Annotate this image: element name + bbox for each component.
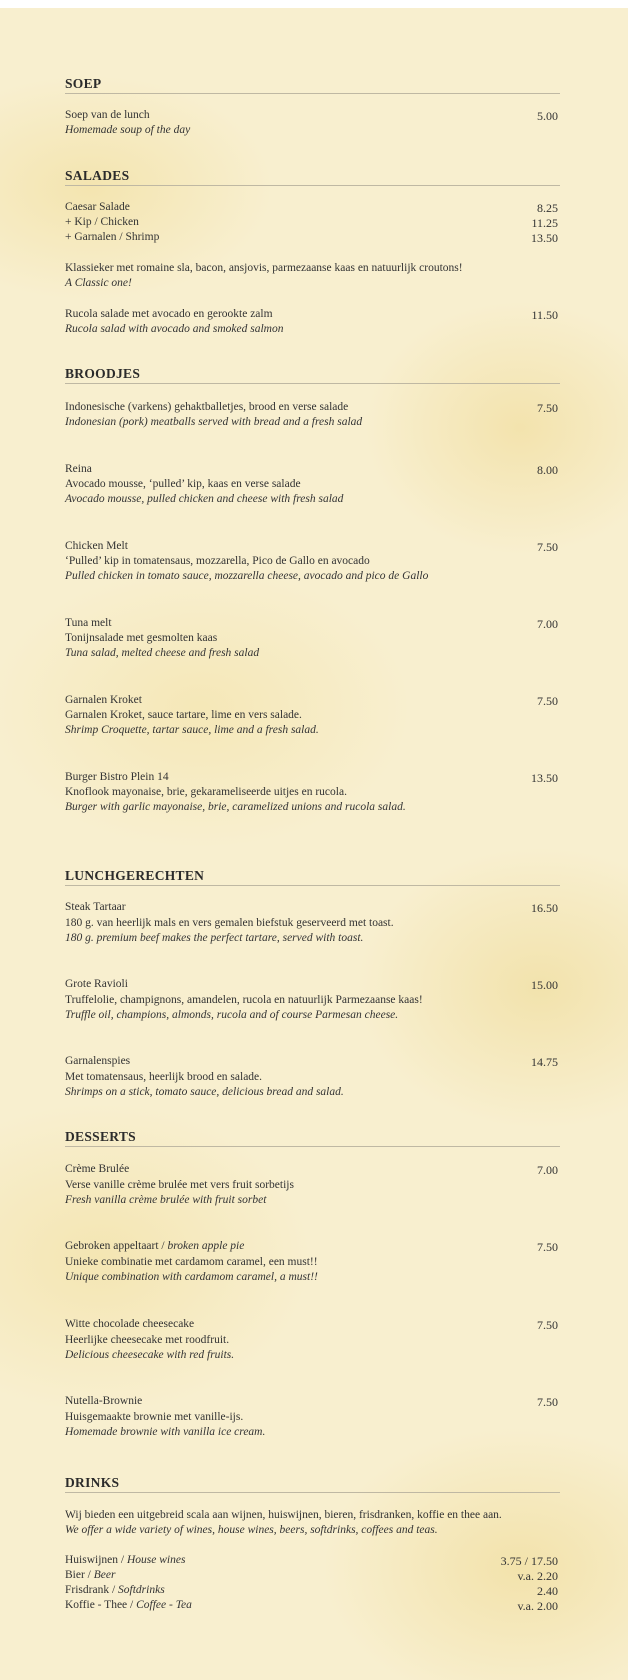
item-option: + Kip / Chicken <box>65 216 139 228</box>
item-price: 13.50 <box>531 231 558 245</box>
item-name <box>65 1240 244 1252</box>
item-description: Truffelolie, champignons, amandelen, rucola en natuurlijk Parmezaanse kaas! <box>65 994 423 1006</box>
section-heading-soep: SOEP <box>65 76 560 94</box>
item-name: Witte chocolade cheesecake <box>65 1318 195 1330</box>
item-name-nl: Gebroken appeltaart / <box>65 1240 168 1252</box>
item-english: 180 g. premium beef makes the perfect tartare, served with toast. <box>65 932 364 944</box>
item-price: 7.50 <box>537 694 558 708</box>
item-description: ‘Pulled’ kip in tomatensaus, mozzarella, Pico de Gallo en avocado <box>65 555 370 567</box>
item-price: 8.25 <box>537 201 558 215</box>
item-description: Avocado mousse, ‘pulled’ kip, kaas en verse salade <box>65 478 301 490</box>
drink-item <box>65 1584 165 1596</box>
item-name: Rucola salade met avocado en gerookte zalm <box>65 308 273 320</box>
drinks-english: We offer a wide variety of wines, house wines, beers, softdrinks, coffees and teas. <box>65 1524 438 1536</box>
item-english: Unique combination with cardamom caramel, a must!! <box>65 1271 318 1283</box>
item-english: Homemade brownie with vanilla ice cream. <box>65 1426 266 1438</box>
item-english: Truffle oil, champions, almonds, rucola and of course Parmesan cheese. <box>65 1009 399 1021</box>
section-heading-lunchgerechten: LUNCHGERECHTEN <box>65 868 560 886</box>
item-description: 180 g. van heerlijk mals en vers gemalen biefstuk geserveerd met toast. <box>65 917 394 929</box>
drink-name-en: House wines <box>126 1554 186 1566</box>
item-name: Burger Bistro Plein 14 <box>65 771 169 783</box>
section-heading-drinks: DRINKS <box>65 1475 560 1493</box>
item-name: Crème Brulée <box>65 1163 130 1175</box>
item-english: Avocado mousse, pulled chicken and cheese with fresh salad <box>65 493 344 505</box>
drinks-description: Wij bieden een uitgebreid scala aan wijnen, huiswijnen, bieren, frisdranken, koffie en thee aan. <box>65 1509 502 1521</box>
item-name-en: broken apple pie <box>167 1240 245 1252</box>
drink-name-en: Softdrinks <box>118 1584 165 1596</box>
item-english: Indonesian (pork) meatballs served with bread and a fresh salad <box>65 416 363 428</box>
item-description: Knoflook mayonaise, brie, gekarameliseerde uitjes en rucola. <box>65 786 347 798</box>
item-english: Shrimp Croquette, tartar sauce, lime and a fresh salad. <box>65 724 319 736</box>
item-price: 7.50 <box>537 1240 558 1254</box>
item-description: Heerlijke cheesecake met roodfruit. <box>65 1334 230 1346</box>
item-english: Fresh vanilla crème brulée with fruit sorbet <box>65 1194 267 1206</box>
item-description: Huisgemaakte brownie met vanille-ijs. <box>65 1411 244 1423</box>
item-name: Tuna melt <box>65 617 112 629</box>
section-heading-salades: SALADES <box>65 168 560 186</box>
item-price: 7.50 <box>537 1395 558 1409</box>
item-english: Homemade soup of the day <box>65 124 191 136</box>
item-price: 5.00 <box>537 109 558 123</box>
item-price: 7.50 <box>537 540 558 554</box>
item-name: Nutella-Brownie <box>65 1395 143 1407</box>
item-name: Garnalenspies <box>65 1055 131 1067</box>
drink-price: v.a. 2.20 <box>517 1569 558 1583</box>
item-price: 15.00 <box>531 978 558 992</box>
menu-page <box>0 8 628 1680</box>
item-english: A Classic one! <box>65 277 132 289</box>
item-name: Caesar Salade <box>65 201 130 213</box>
item-price: 11.25 <box>531 216 558 230</box>
section-heading-broodjes: BROODJES <box>65 366 560 384</box>
item-price: 7.50 <box>537 401 558 415</box>
item-price: 7.00 <box>537 617 558 631</box>
drink-name-nl: Koffie - Thee / <box>65 1599 137 1611</box>
item-english: Tuna salad, melted cheese and fresh salad <box>65 647 260 659</box>
item-description: Tonijnsalade met gesmolten kaas <box>65 632 218 644</box>
drink-price: 3.75 / 17.50 <box>500 1554 558 1568</box>
drink-name-en: Beer <box>93 1569 116 1581</box>
item-price: 14.75 <box>531 1055 558 1069</box>
drink-item <box>65 1554 185 1566</box>
drink-name-nl: Huiswijnen / <box>65 1554 127 1566</box>
item-name: Grote Ravioli <box>65 978 128 990</box>
item-english: Delicious cheesecake with red fruits. <box>65 1349 235 1361</box>
item-name: Chicken Melt <box>65 540 128 552</box>
item-name: Indonesische (varkens) gehaktballetjes, brood en verse salade <box>65 401 349 413</box>
drink-price: v.a. 2.00 <box>517 1599 558 1613</box>
item-price: 7.50 <box>537 1318 558 1332</box>
item-price: 8.00 <box>537 463 558 477</box>
drink-price: 2.40 <box>537 1584 558 1598</box>
item-price: 13.50 <box>531 771 558 785</box>
item-name: Garnalen Kroket <box>65 694 142 706</box>
item-name: Reina <box>65 463 92 475</box>
item-description: Unieke combinatie met cardamom caramel, een must!! <box>65 1256 318 1268</box>
item-name: Steak Tartaar <box>65 901 126 913</box>
drink-name-en: Coffee - Tea <box>136 1599 192 1611</box>
item-price: 7.00 <box>537 1163 558 1177</box>
item-english: Rucola salad with avocado and smoked salmon <box>65 323 284 335</box>
item-description: Garnalen Kroket, sauce tartare, lime en vers salade. <box>65 709 302 721</box>
drink-name-nl: Bier / <box>65 1569 94 1581</box>
item-english: Shrimps on a stick, tomato sauce, delicious bread and salad. <box>65 1086 344 1098</box>
drink-name-nl: Frisdrank / <box>65 1584 119 1596</box>
item-description: Met tomatensaus, heerlijk brood en salade. <box>65 1071 263 1083</box>
item-description: Klassieker met romaine sla, bacon, ansjovis, parmezaanse kaas en natuurlijk croutons! <box>65 262 463 274</box>
item-description: Verse vanille crème brulée met vers fruit sorbetijs <box>65 1179 294 1191</box>
drink-item <box>65 1569 115 1581</box>
item-english: Burger with garlic mayonaise, brie, caramelized unions and rucola salad. <box>65 801 406 813</box>
item-price: 11.50 <box>531 308 558 322</box>
item-price: 16.50 <box>531 901 558 915</box>
section-heading-desserts: DESSERTS <box>65 1129 560 1147</box>
drink-item <box>65 1599 192 1611</box>
item-english: Pulled chicken in tomato sauce, mozzarella cheese, avocado and pico de Gallo <box>65 570 429 582</box>
item-name: Soep van de lunch <box>65 109 150 121</box>
item-option: + Garnalen / Shrimp <box>65 231 160 243</box>
